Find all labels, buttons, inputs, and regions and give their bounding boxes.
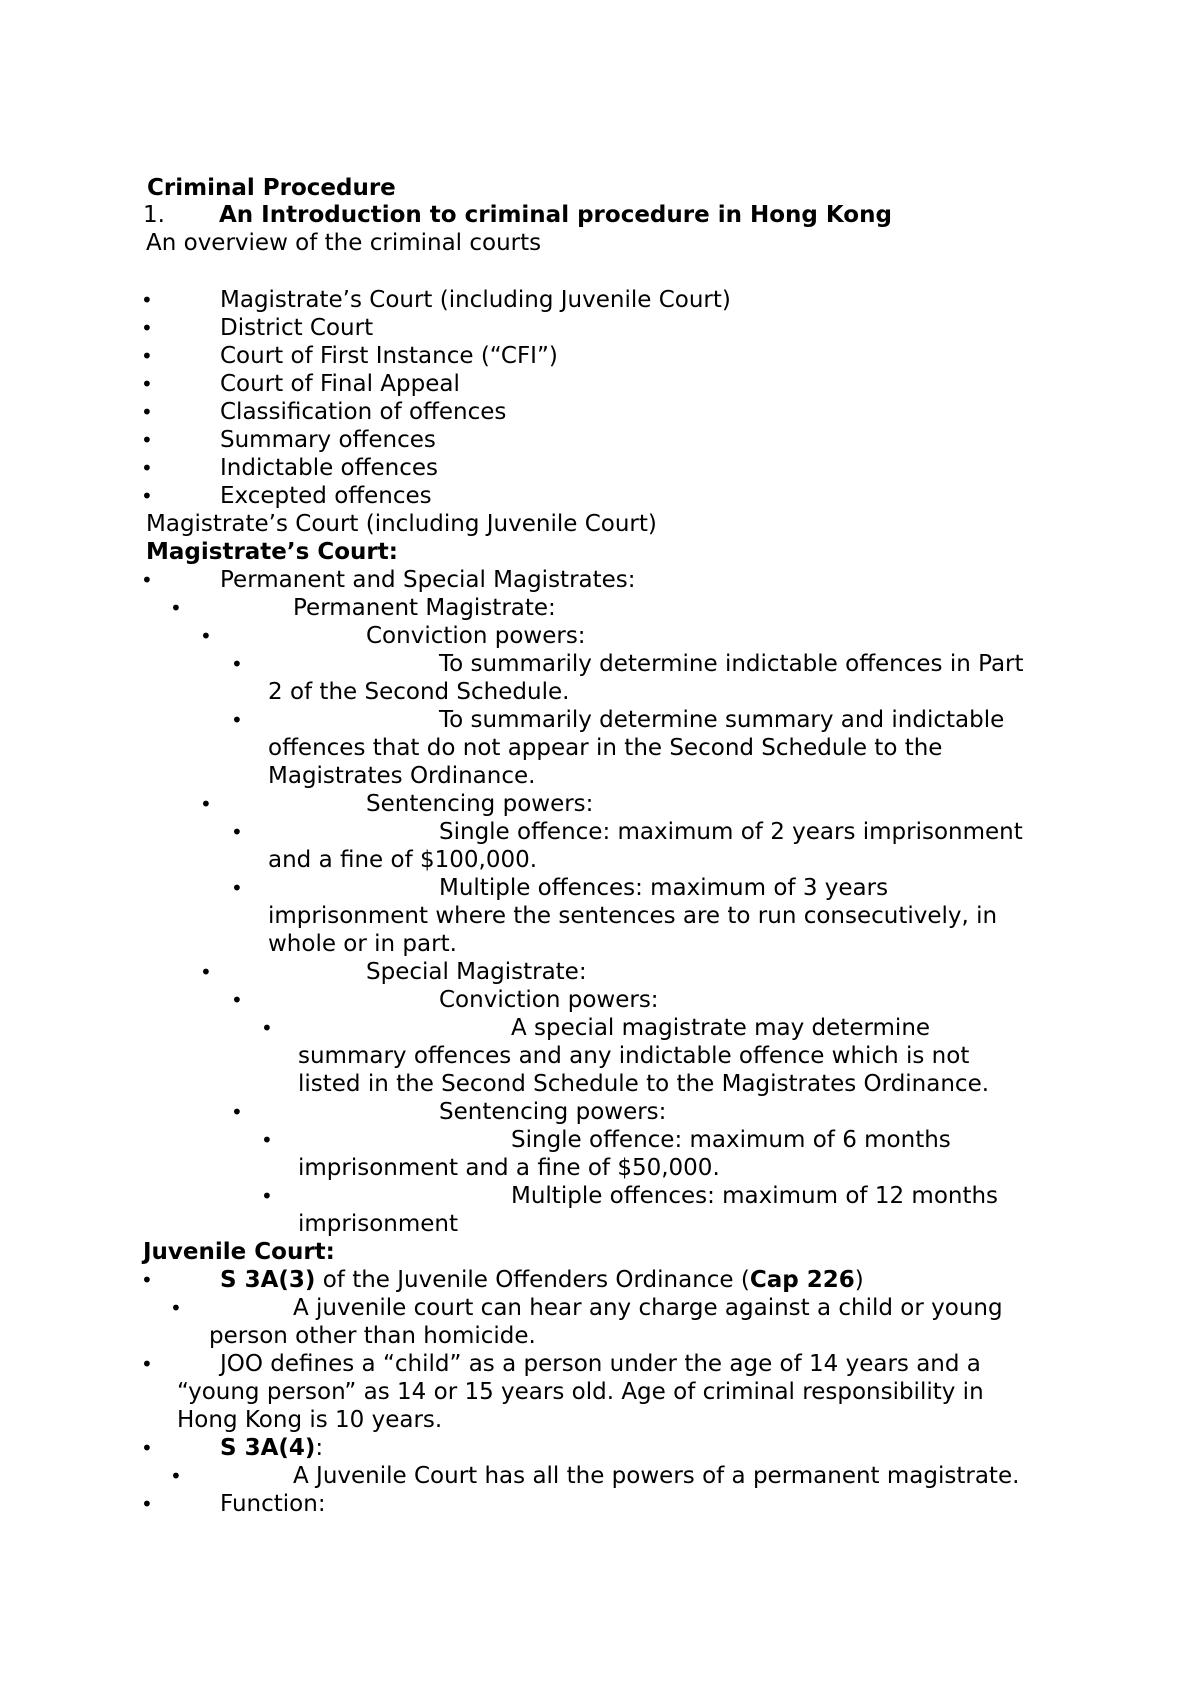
bullet: • [141,1436,153,1460]
bullet: • [141,428,153,452]
bullet: • [261,1128,273,1152]
bullet: • [141,372,153,396]
bullet: • [231,708,243,732]
list-item: Sentencing powers: [366,791,594,817]
close-paren: ) [854,1267,864,1293]
bullet: • [231,652,243,676]
list-item-continuation: person other than homicide. [209,1323,536,1349]
list-item: District Court [220,315,374,341]
bullet: • [141,484,153,508]
section-subtitle: An overview of the criminal courts [146,230,542,256]
bullet: • [141,456,153,480]
bullet: • [200,960,212,984]
list-item: A Juvenile Court has all the powers of a permanent magistrate. [293,1463,1020,1489]
list-item: Magistrate’s Court (including Juvenile Court) [220,287,731,313]
bullet: • [231,1100,243,1124]
bullet: • [231,820,243,844]
bullet: • [170,596,182,620]
list-item-continuation: Magistrates Ordinance. [268,763,536,789]
statute-text: of the Juvenile Offenders Ordinance ( [315,1267,750,1293]
list-item-continuation: whole or in part. [268,931,457,957]
bullet: • [141,316,153,340]
list-item: Single offence: maximum of 2 years imprisonment [439,819,1023,845]
list-item: Multiple offences: maximum of 3 years [439,875,889,901]
bullet: • [261,1016,273,1040]
statute-reference: S 3A(3) [220,1267,316,1293]
list-item: Conviction powers: [439,987,659,1013]
list-item: Function: [220,1491,326,1517]
list-item-continuation: summary offences and any indictable offence which is not [298,1043,970,1069]
list-item: To summarily determine summary and indictable [439,707,1005,733]
bullet: • [170,1464,182,1488]
list-item: To summarily determine indictable offences in Part [439,651,1024,677]
list-item: Summary offences [220,427,436,453]
magistrates-heading: Magistrate’s Court: [146,539,398,565]
bullet: • [200,792,212,816]
magistrates-section-heading: Magistrate’s Court (including Juvenile Court) [146,511,657,537]
list-item-continuation: “young person” as 14 or 15 years old. Age of criminal responsibility in [177,1379,984,1405]
bullet: • [231,876,243,900]
list-item: Classification of offences [220,399,507,425]
bullet: • [141,400,153,424]
list-item [220,1434,323,1462]
list-item-continuation: listed in the Second Schedule to the Magistrates Ordinance. [298,1071,990,1097]
list-item: Court of First Instance (“CFI”) [220,343,558,369]
list-item-continuation: and a fine of $100,000. [268,847,538,873]
list-item-continuation: imprisonment [298,1211,459,1237]
juvenile-heading: Juvenile Court: [143,1239,335,1265]
bullet: • [141,288,153,312]
cap-reference: Cap 226 [749,1267,855,1293]
list-item: A special magistrate may determine [511,1015,931,1041]
bullet: • [141,1352,153,1376]
section-number: 1. [143,202,165,228]
list-item: Indictable offences [220,455,438,481]
list-item-continuation: Hong Kong is 10 years. [177,1407,443,1433]
bullet: • [261,1184,273,1208]
list-item: JOO defines a “child” as a person under the age of 14 years and a [220,1351,981,1377]
statute-reference: S 3A(4) [220,1435,316,1461]
list-item: Excepted offences [220,483,432,509]
bullet: • [200,624,212,648]
list-item: Permanent Magistrate: [293,595,556,621]
list-item: Conviction powers: [366,623,586,649]
list-item-continuation: imprisonment where the sentences are to run consecutively, in [268,903,998,929]
list-item-continuation: imprisonment and a fine of $50,000. [298,1155,720,1181]
list-item: Multiple offences: maximum of 12 months [511,1183,999,1209]
bullet: • [231,988,243,1012]
document-title: Criminal Procedure [147,175,396,201]
list-item: Special Magistrate: [366,959,587,985]
list-item: Permanent and Special Magistrates: [220,567,636,593]
colon: : [315,1435,324,1461]
list-item [220,1266,864,1294]
bullet: • [141,1268,153,1292]
list-item-continuation: 2 of the Second Schedule. [268,679,570,705]
list-item: Single offence: maximum of 6 months [511,1127,951,1153]
list-item-continuation: offences that do not appear in the Second Schedule to the [268,735,943,761]
section-title: An Introduction to criminal procedure in Hong Kong [219,202,892,228]
list-item: A juvenile court can hear any charge against a child or young [293,1295,1003,1321]
bullet: • [141,1492,153,1516]
list-item: Sentencing powers: [439,1099,667,1125]
bullet: • [141,344,153,368]
bullet: • [141,568,153,592]
list-item: Court of Final Appeal [220,371,460,397]
bullet: • [170,1296,182,1320]
